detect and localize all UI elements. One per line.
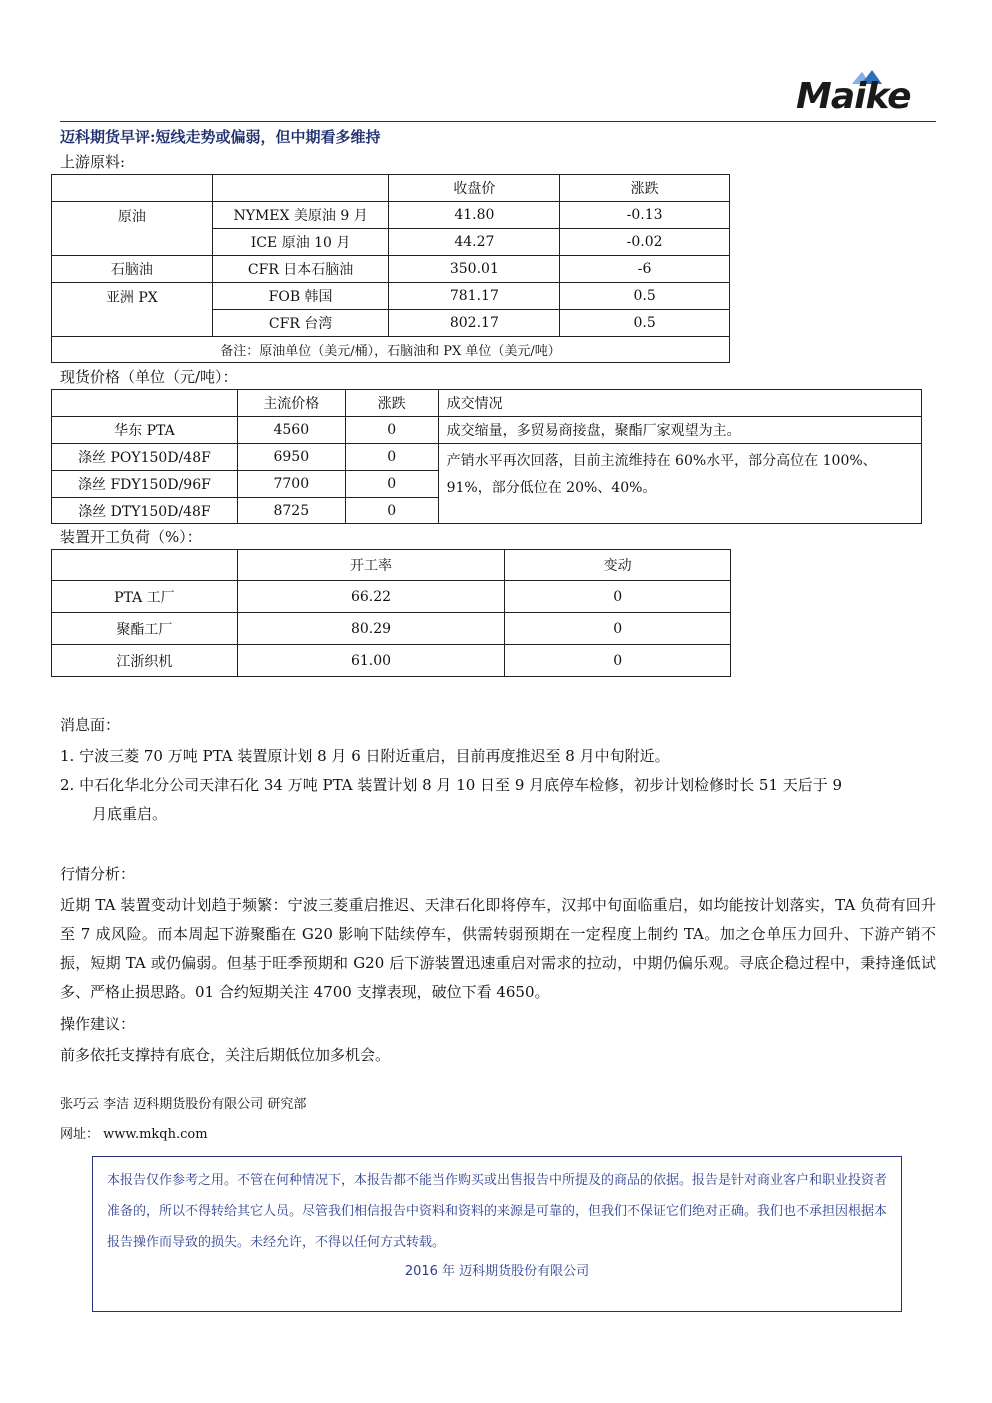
news-item: 1. 宁波三菱 70 万吨 PTA 装置原计划 8 月 6 日附近重启，目前再度推迟至 8 月中旬附近。 [60, 747, 670, 765]
advice-label: 操作建议： [60, 1015, 136, 1033]
table-cell: PTA 工厂 [52, 581, 238, 613]
table-cell: 亚洲 PX [52, 283, 213, 337]
table-header-cell [52, 390, 238, 417]
news-label: 消息面： [60, 716, 121, 734]
table-cell: 80.29 [237, 613, 505, 645]
table-header-cell: 收盘价 [389, 175, 560, 202]
table-cell: 成交缩量，多贸易商接盘，聚酯厂家观望为主。 [438, 417, 921, 444]
table-cell: -0.13 [560, 202, 730, 229]
table-header-row [52, 550, 731, 581]
table-cell: CFR 日本石脑油 [212, 256, 389, 283]
author-line: 张巧云 李洁 迈科期货股份有限公司 研究部 [60, 1097, 307, 1112]
table-cell: CFR 台湾 [212, 310, 389, 337]
table-header-cell: 主流价格 [237, 390, 345, 417]
table-cell: 华东 PTA [52, 417, 238, 444]
table-cell: 0 [345, 417, 438, 444]
table-cell: 44.27 [389, 229, 560, 256]
load-table [51, 549, 731, 677]
analysis-text: 近期 TA 装置变动计划趋于频繁：宁波三菱重启推迟、天津石化即将停车，汉邦中旬面临重启，如均能按计划落实，TA 负荷有回升至 7 成风险。而本周起下游聚酯在 G20 影响下陆续停车，供需转弱预期在一定程度上制约 TA。加之仓单压力回升、下游产销不振，短期 TA 或仍偏弱。但基于旺季预期和 G20 后下游装置迅速重启对需求的拉动，中期仍偏乐观。寻底企稳过程中，秉持逢低试多、严格止损思路。01 合约短期关注 4700 支撑表现，破位下看 4650。 [60, 896, 936, 1001]
table-header-cell: 涨跌 [560, 175, 730, 202]
table-cell: 聚酯工厂 [52, 613, 238, 645]
table-cell: 0 [505, 645, 731, 677]
table-cell: 0 [345, 444, 438, 471]
table-row [52, 645, 731, 677]
table-cell: 781.17 [389, 283, 560, 310]
table-cell: 802.17 [389, 310, 560, 337]
table-cell: 产销水平再次回落，目前主流维持在 60%水平，部分高位在 100%、91%，部分低位在 20%、40%。 [438, 444, 921, 524]
table-cell: -6 [560, 256, 730, 283]
table-row [52, 581, 731, 613]
table-cell: 4560 [237, 417, 345, 444]
table-header-cell: 开工率 [237, 550, 505, 581]
table-cell: 41.80 [389, 202, 560, 229]
table-header-cell: 涨跌 [345, 390, 438, 417]
table-cell: 涤丝 POY150D/48F [52, 444, 238, 471]
table-cell: 350.01 [389, 256, 560, 283]
table-header-cell [212, 175, 389, 202]
table-note: 备注：原油单位（美元/桶），石脑油和 PX 单位（美元/吨） [52, 337, 730, 363]
table-cell: NYMEX 美原油 9 月 [212, 202, 389, 229]
disclaimer-text: 本报告仅作参考之用。不管在何种情况下，本报告都不能当作购买或出售报告中所提及的商品的依据。报告是针对商业客户和职业投资者准备的，所以不得转给其它人员。尽管我们相信报告中资料和资料的来源是可靠的，但我们不保证它们绝对正确。我们也不承担因根据本报告操作而导致的损失。未经允许，不得以任何方式转载。 [107, 1173, 888, 1250]
company-logo [790, 70, 940, 120]
table-header-row [52, 175, 730, 202]
disclaimer-box [92, 1156, 902, 1312]
table-cell: 0 [505, 581, 731, 613]
table-cell: 原油 [52, 202, 213, 256]
table-cell: 0.5 [560, 310, 730, 337]
analysis-label: 行情分析： [60, 865, 136, 883]
table-cell: 66.22 [237, 581, 505, 613]
upstream-label: 上游原料: [60, 153, 126, 171]
table-cell: 8725 [237, 498, 345, 524]
table-row [52, 202, 730, 229]
news-item: 2. 中石化华北分公司天津石化 34 万吨 PTA 装置计划 8 月 10 日至 9 月底停车检修，初步计划检修时长 51 天后于 9 [60, 776, 843, 794]
table-cell: FOB 韩国 [212, 283, 389, 310]
spot-table [51, 389, 922, 524]
table-cell: 7700 [237, 471, 345, 498]
advice-text: 前多依托支撑持有底仓，关注后期低位加多机会。 [60, 1046, 391, 1064]
disclaimer-footer: 2016 年 迈科期货股份有限公司 [404, 1264, 590, 1279]
table-cell: 石脑油 [52, 256, 213, 283]
table-cell: 61.00 [237, 645, 505, 677]
table-row [52, 444, 922, 471]
table-cell: 涤丝 DTY150D/48F [52, 498, 238, 524]
table-header-cell: 变动 [505, 550, 731, 581]
table-cell: 6950 [237, 444, 345, 471]
table-row [52, 613, 731, 645]
website-line: 网址： www.mkqh.com [60, 1127, 208, 1142]
table-cell: ICE 原油 10 月 [212, 229, 389, 256]
table-note-row [52, 337, 730, 363]
table-cell: 涤丝 FDY150D/96F [52, 471, 238, 498]
table-cell: 江浙织机 [52, 645, 238, 677]
logo-text: Maike [796, 76, 911, 117]
header-rule [60, 121, 936, 122]
spot-label: 现货价格（单位（元/吨）： [60, 368, 238, 386]
report-title: 迈科期货早评:短线走势或偏弱，但中期看多维持 [60, 128, 381, 146]
upstream-table [51, 174, 730, 363]
table-row [52, 256, 730, 283]
table-cell: 0 [505, 613, 731, 645]
table-row [52, 283, 730, 310]
table-cell: 0.5 [560, 283, 730, 310]
table-header-cell: 成交情况 [438, 390, 921, 417]
table-row [52, 417, 922, 444]
table-header-cell [52, 175, 213, 202]
load-label: 装置开工负荷（%）： [60, 528, 202, 546]
news-item-continued: 月底重启。 [92, 805, 168, 823]
table-cell: 0 [345, 471, 438, 498]
table-header-cell [52, 550, 238, 581]
table-header-row [52, 390, 922, 417]
table-cell: -0.02 [560, 229, 730, 256]
table-cell: 0 [345, 498, 438, 524]
